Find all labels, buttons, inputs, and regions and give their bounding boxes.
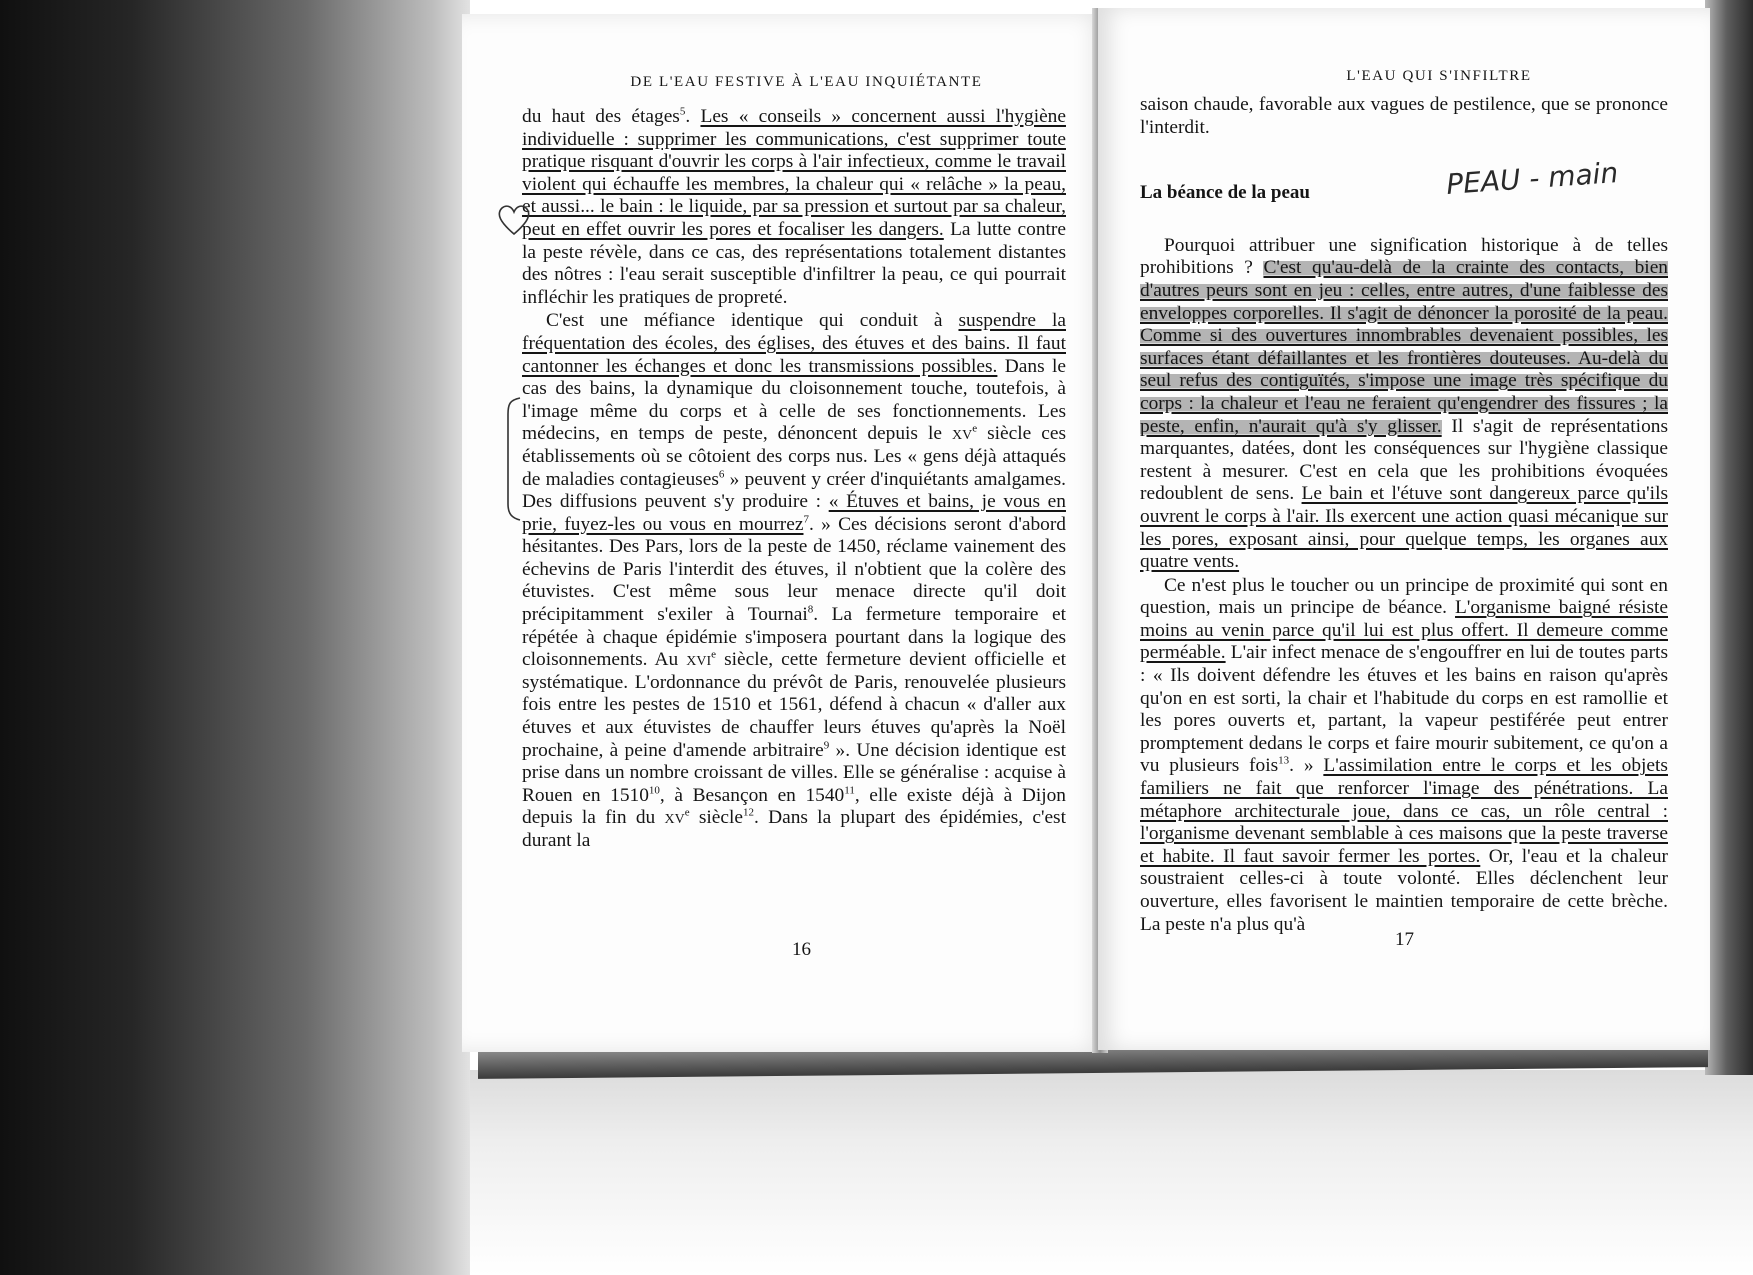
footnote-ref: 7 <box>803 513 809 526</box>
text-run: Il s'agit de représentations marquantes, datées, dont les conséquences sur l'hygiène classique restent à mesurer. C'est en cela que les prohibitions évoquées redoublent de sens. <box>1140 415 1669 505</box>
running-head-right: L'EAU QUI S'INFILTRE <box>1346 68 1532 84</box>
footnote-ref: 13 <box>1278 754 1290 767</box>
running-head-left: DE L'EAU FESTIVE À L'EAU INQUIÉTANTE <box>630 74 983 90</box>
century-numeral: xvi <box>686 649 712 671</box>
text-run: ». Une décision identique est prise dans un nombre croissant de villes. Elle se généralise : acquise à Rouen en 1510 <box>522 739 1066 806</box>
text-run: siècle <box>689 807 744 829</box>
footnote-ref: 8 <box>807 603 814 616</box>
handwritten-note-text: PEAU - main <box>1445 156 1620 201</box>
page-number-left: 16 <box>792 939 811 960</box>
paragraph <box>522 310 1066 852</box>
underlined-passage: suspendre la fréquentation des écoles, des églises, des étuves et des bains. Il faut cantonner les échanges et donc les transmissions possibles. <box>522 310 1066 377</box>
scanner-bed <box>470 1070 1753 1275</box>
section-heading: La béance de la peau <box>1140 182 1310 204</box>
bracket-margin-mark-icon <box>502 394 524 524</box>
text-run: C'est une méfiance identique qui conduit à <box>546 310 959 332</box>
text-run: siècle, cette fermeture devient officielle et systématique. L'ordonnance du prévôt de Paris, renouvelée plusieurs fois entre les pestes de 1510 et 1561, défend à chacun « d'aller aux étuves et aux étuvistes de chauffer leurs étuves qu'après la Noël prochaine, à peine d'amende arbitraire <box>522 649 1066 761</box>
text-run: » peuvent y créer d'inquiétants amalgames. Des diffusions peuvent s'y produire : <box>522 468 1066 513</box>
paragraph: saison chaude, favorable aux vagues de pestilence, que se prononce l'interdit. <box>1140 94 1668 138</box>
text-run: , à Besançon en 1540 <box>659 784 845 806</box>
text-run: siècle ces établissements où se côtoient des corps nus. Les « gens déjà attaqués de maladies contagieuses <box>522 423 1066 490</box>
text-run: . » <box>1289 755 1324 777</box>
text-run: Or, l'eau et la chaleur soustraient celles-ci à toute volonté. Elles déclenchent leur ouverture, elles favorisent le maintien temporaire de cette brèche. La peste n'a plus qu'à <box>1140 845 1668 935</box>
underlined-passage: L'assimilation entre le corps et les objets familiers ne fait que renforcer l'image des pénétrations. La métaphore architecturale joue, dans ce cas, un rôle central : l'organisme devenant semblable à ces maisons que la peste traverse et habite. Il faut savoir fermer les portes. <box>1140 755 1668 867</box>
text-run: Pourquoi attribuer une signification historique à de telles prohibitions ? <box>1140 234 1668 279</box>
paragraph <box>1140 235 1668 574</box>
text-run: Ce n'est plus le toucher ou un principe de proximité qui sont en question, mais un principe de béance. <box>1140 574 1668 619</box>
text-run: . La fermeture temporaire et répétée à chaque épidémie s'imposera pourtant dans la logique des cloisonnements. Au <box>522 604 1066 671</box>
text-run: , elle existe déjà à Dijon depuis la fin du <box>522 784 1067 829</box>
underlined-passage: L'organisme baigné résiste moins au venin parce qu'il lui est plus offert. Il demeure comme perméable. <box>1140 597 1668 664</box>
superscript: e <box>972 422 978 435</box>
footnote-ref: 11 <box>844 784 855 797</box>
paragraph <box>522 106 1066 309</box>
left-page <box>462 14 1107 1052</box>
century-numeral: xv <box>664 807 685 829</box>
left-page-body <box>522 106 1066 853</box>
highlighted-passage: C'est qu'au-delà de la crainte des contacts, bien d'autres peurs sont en jeu : celles, entre autres, d'une faiblesse des enveloppes corporelles. Il s'agit de dénoncer la porosité de la peau. Comme si des ouvertures innombrables devenaient possibles, les surfaces étant défaillantes et les frontières douteuses. Au-delà du seul refus des contiguïtés, s'impose une image très spécifique du corps : la chaleur et l'eau ne feraient qu'engendrer des fissures ; la peste, enfin, n'aurait qu'à s'y glisser. <box>1140 257 1668 437</box>
paragraph <box>1140 575 1668 937</box>
scanner-shadow-right <box>1705 0 1753 1075</box>
text-run: Dans le cas des bains, la dynamique du cloisonnement touche, toutefois, à l'image même du corps et à celle de ses fonctionnements. Les médecins, en temps de peste, dénoncent depuis le <box>522 355 1066 445</box>
underlined-passage: Le bain et l'étuve sont dangereux parce qu'ils ouvrent le corps à l'air. Ils exercent une action quasi mécanique sur les pores, exposant ainsi, pour quelque temps, les organes aux quatre vents. <box>1140 483 1669 573</box>
text-run: . <box>685 106 701 127</box>
right-page <box>1098 8 1710 1050</box>
footnote-ref: 12 <box>743 806 755 819</box>
right-page-body <box>1140 94 1668 936</box>
superscript: e <box>684 806 690 819</box>
underlined-passage: Les « conseils » concernent aussi l'hygiène individuelle : supprimer les communications, c'est supprimer toute pratique risquant d'ouvrir les corps à l'air infectieux, comme le travail violent qui échauffe les membres, la chaleur qui « relâche » la peau, et aussi... le bain : le liquide, par sa pression et surtout par sa chaleur, peut en effet ouvrir les pores et focaliser les dangers. <box>522 106 1066 240</box>
page-number-right: 17 <box>1395 929 1414 950</box>
footnote-ref: 9 <box>823 739 830 752</box>
footnote-ref: 5 <box>679 105 686 118</box>
century-numeral: xv <box>951 423 973 445</box>
text-run: . » Ces décisions seront d'abord hésitantes. Des Pars, lors de la peste de 1450, réclame vainement des échevins de Paris l'interdit des étuves, il n'obtient que la colère des étuvistes. C'est même sous leur menace directe qu'il doit précipitamment s'exiler à Tournai <box>522 513 1067 626</box>
footnote-ref: 6 <box>718 468 725 481</box>
text-run: . Dans la plupart des épidémies, c'est durant la <box>522 807 1066 851</box>
scanner-shadow <box>0 0 470 1275</box>
text-run: du haut des étages <box>522 106 680 127</box>
superscript: e <box>711 648 717 661</box>
footnote-ref: 10 <box>648 784 660 797</box>
text-run: L'air infect menace de s'engouffrer en lui de toutes parts : « Ils doivent défendre les étuves et les bains en raison qu'après qu'on en est sorti, la chair et l'habitude du corps en est ramollie et les pores ouverts et, partant, la vapeur pestiférée peut entrer promptement dedans le corps et faire mourir subitement, ce qu'on a vu plusieurs fois <box>1140 642 1668 777</box>
underlined-passage: « Étuves et bains, je vous en prie, fuyez-les ou vous en mourrez <box>522 491 1066 535</box>
text-run: La lutte contre la peste révèle, dans ce cas, des représentations totalement distantes des nôtres : l'eau serait susceptible d'infiltrer la peau, ce qui pourrait infléchir les pratiques de propreté. <box>522 218 1066 308</box>
